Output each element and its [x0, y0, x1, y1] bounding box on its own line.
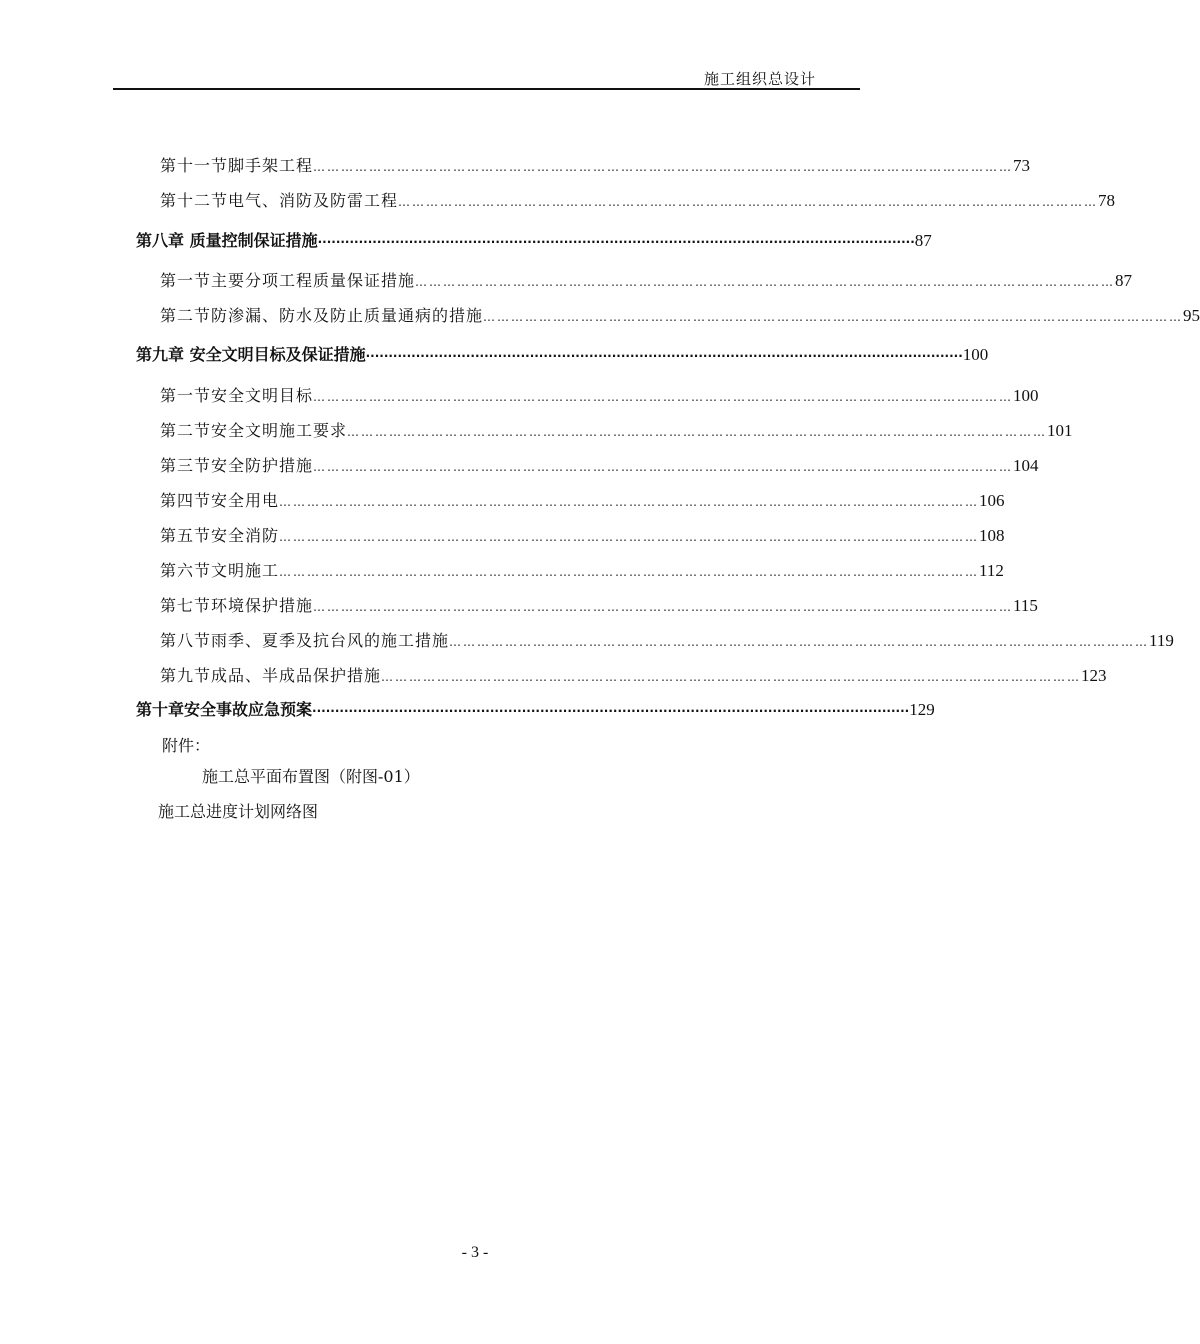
toc-entry-ch9-section-6[interactable] — [160, 558, 1004, 584]
toc-section-number: 第四节 — [160, 491, 212, 510]
toc-entry-ch8-section-1[interactable] — [160, 268, 1133, 294]
toc-entry-chapter-8[interactable] — [136, 228, 932, 254]
toc-page-number: 115 — [1013, 596, 1038, 615]
toc-entry-section-11[interactable] — [160, 153, 1031, 179]
toc-section-title: 安全消防 — [211, 526, 280, 545]
toc-section-title: 安全用电 — [211, 491, 280, 510]
dot-leader: ··································································································································· — [312, 704, 910, 718]
attachment-site-plan: 施工总平面布置图（附图-01） — [202, 767, 420, 786]
dot-leader: …………………………………………………………………………………………………………………………………… — [279, 530, 980, 544]
toc-entry-ch9-section-8[interactable] — [160, 628, 1174, 654]
toc-page-number: 129 — [909, 700, 935, 719]
toc-page-number: 119 — [1149, 631, 1174, 650]
attachments-label: 附件： — [162, 736, 211, 755]
toc-page-number: 112 — [979, 561, 1004, 580]
toc-entry-ch9-section-2[interactable] — [160, 418, 1073, 444]
toc-page-number: 101 — [1047, 421, 1073, 440]
toc-section-title: 安全文明目标 — [211, 386, 314, 405]
toc-section-title: 安全防护措施 — [211, 456, 314, 475]
dot-leader: …………………………………………………………………………………………………………………………………… — [279, 495, 980, 509]
toc-section-title: 安全文明施工要求 — [211, 421, 348, 440]
toc-section-number: 第五节 — [160, 526, 212, 545]
toc-entry-ch9-section-4[interactable] — [160, 488, 1005, 514]
dot-leader: …………………………………………………………………………………………………………………………………… — [313, 390, 1014, 404]
toc-entry-section-12[interactable] — [160, 188, 1116, 214]
dot-leader: …………………………………………………………………………………………………………………………………… — [415, 275, 1116, 289]
toc-section-number: 第十二节 — [160, 191, 229, 210]
dot-leader: …………………………………………………………………………………………………………………………………… — [483, 310, 1184, 324]
toc-section-title: 成品、半成品保护措施 — [211, 666, 382, 685]
toc-page-number: 106 — [979, 491, 1005, 510]
page-number: - 3 - — [461, 1244, 489, 1261]
attachment-schedule-network: 施工总进度计划网络图 — [158, 802, 319, 821]
dot-leader: …………………………………………………………………………………………………………………………………… — [347, 425, 1048, 439]
toc-section-title: 主要分项工程质量保证措施 — [211, 271, 416, 290]
dot-leader: …………………………………………………………………………………………………………………………………… — [398, 195, 1099, 209]
dot-leader: …………………………………………………………………………………………………………………………………… — [313, 160, 1014, 174]
toc-section-title: 雨季、夏季及抗台风的施工措施 — [211, 631, 450, 650]
toc-section-title: 文明施工 — [211, 561, 280, 580]
toc-section-title: 环境保护措施 — [211, 596, 314, 615]
toc-entry-ch9-section-9[interactable] — [160, 663, 1107, 689]
toc-page-number: 100 — [962, 345, 989, 364]
dot-leader: …………………………………………………………………………………………………………………………………… — [449, 635, 1150, 649]
toc-entry-ch9-section-5[interactable] — [160, 523, 1005, 549]
dot-leader: …………………………………………………………………………………………………………………………………… — [381, 670, 1082, 684]
toc-entry-ch9-section-3[interactable] — [160, 453, 1039, 479]
page-header — [113, 66, 860, 90]
toc-page-number: 123 — [1081, 666, 1107, 685]
toc-chapter-title: 安全事故应急预案 — [184, 700, 313, 719]
toc-section-number: 第十一节 — [160, 156, 229, 175]
dot-leader: …………………………………………………………………………………………………………………………………… — [313, 460, 1014, 474]
toc-page-number: 87 — [1115, 271, 1133, 290]
toc-page-number: 104 — [1013, 456, 1039, 475]
toc-section-number: 第九节 — [160, 666, 212, 685]
toc-entry-ch8-section-2[interactable] — [160, 303, 1200, 329]
toc-section-number: 第七节 — [160, 596, 212, 615]
toc-page-number: 95 — [1183, 306, 1200, 325]
toc-chapter-title: 第八章 质量控制保证措施 — [136, 231, 318, 250]
toc-chapter-title: 第九章 安全文明目标及保证措施 — [136, 345, 366, 364]
dot-leader: …………………………………………………………………………………………………………………………………… — [279, 565, 980, 579]
toc-page-number: 78 — [1098, 191, 1116, 210]
toc-section-number: 第二节 — [160, 421, 212, 440]
toc-section-number: 第六节 — [160, 561, 212, 580]
toc-section-number: 第一节 — [160, 271, 212, 290]
dot-leader: …………………………………………………………………………………………………………………………………… — [313, 600, 1014, 614]
toc-page-number: 73 — [1013, 156, 1031, 175]
toc-section-title: 电气、消防及防雷工程 — [228, 191, 399, 210]
toc-chapter-number: 第十章 — [136, 700, 185, 719]
toc-entry-chapter-9[interactable] — [136, 342, 989, 368]
toc-section-title: 防渗漏、防水及防止质量通病的措施 — [211, 306, 484, 325]
toc-entry-ch9-section-7[interactable] — [160, 593, 1038, 619]
toc-entry-ch9-section-1[interactable] — [160, 383, 1039, 409]
toc-page-number: 87 — [914, 231, 932, 250]
toc-section-number: 第三节 — [160, 456, 212, 475]
toc-section-number: 第二节 — [160, 306, 212, 325]
toc-section-title: 脚手架工程 — [228, 156, 314, 175]
toc-page-number: 108 — [979, 526, 1005, 545]
toc-page-number: 100 — [1013, 386, 1039, 405]
toc-entry-chapter-10[interactable] — [136, 697, 935, 723]
dot-leader: ··································································································································· — [317, 235, 915, 249]
toc-section-number: 第八节 — [160, 631, 212, 650]
toc-section-number: 第一节 — [160, 386, 212, 405]
dot-leader: ··································································································································· — [365, 349, 963, 363]
header-title: 施工组织总设计 — [703, 70, 816, 88]
